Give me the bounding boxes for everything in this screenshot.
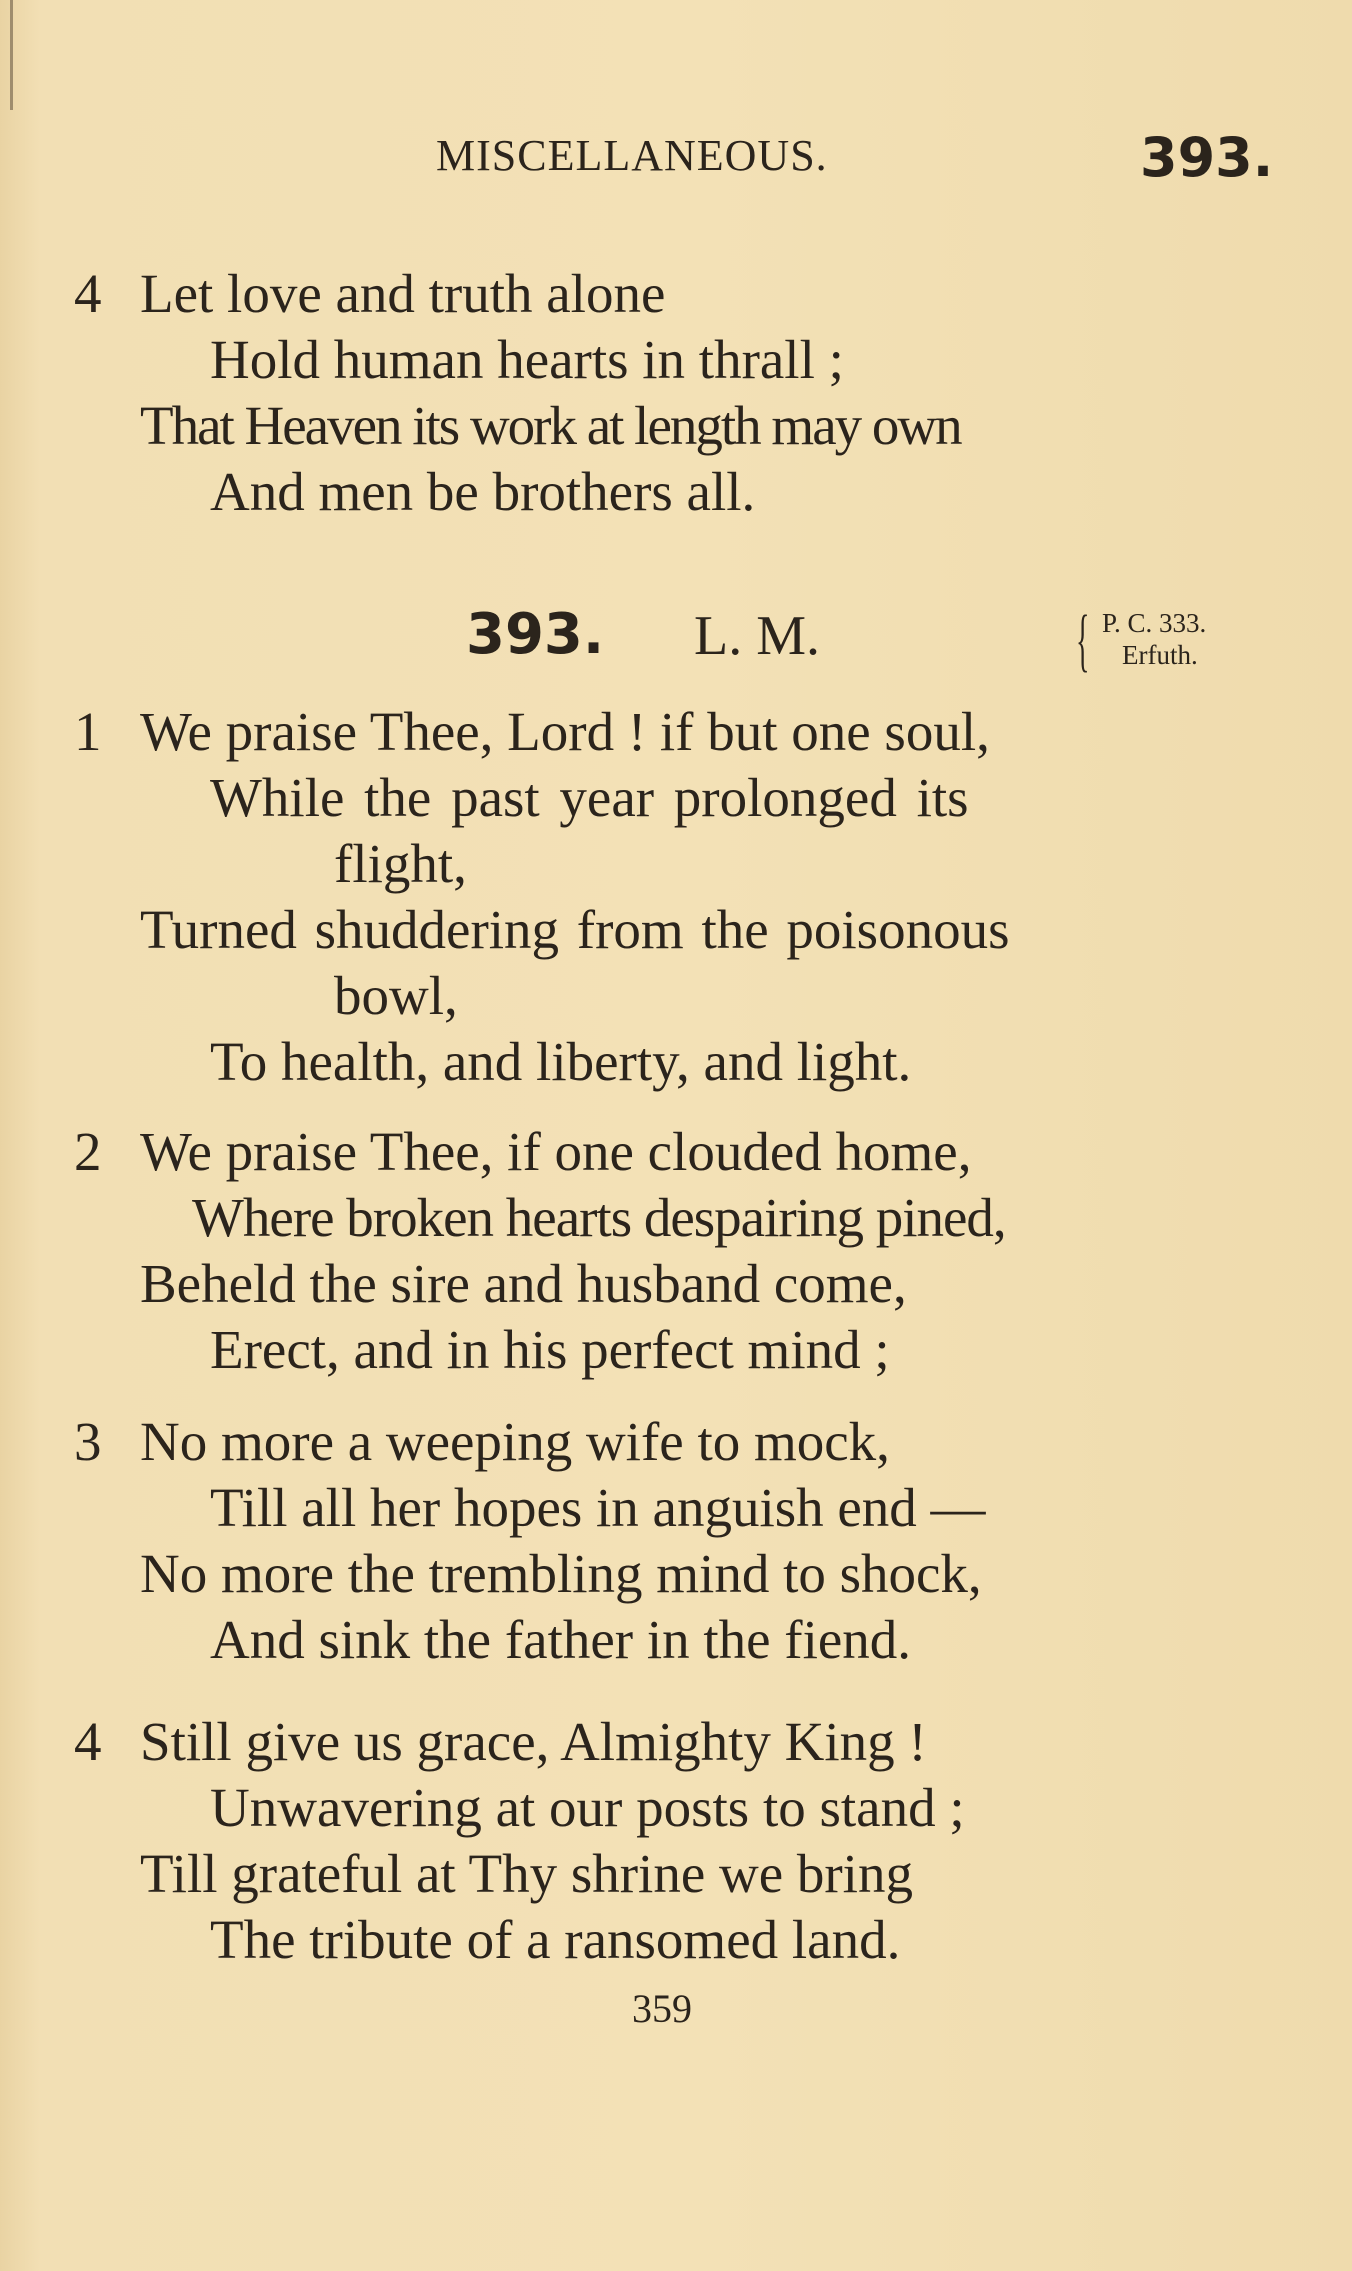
tune-brace: { — [1076, 602, 1090, 679]
verse-line: Let love and truth alone — [140, 263, 666, 324]
hymn-meter: L. M. — [694, 605, 820, 667]
verse-line: Turned shuddering from the poisonous — [140, 899, 1010, 960]
verse-line: Hold human hearts in thrall ; — [210, 329, 844, 390]
verse-line: No more a weeping wife to mock, — [140, 1411, 890, 1472]
stanza-number: 2 — [74, 1121, 102, 1182]
verse-line: And sink the father in the fiend. — [210, 1609, 912, 1670]
verse-line: We praise Thee, if one clouded home, — [140, 1121, 972, 1182]
verse-line: Till all her hopes in anguish end — — [210, 1477, 986, 1538]
page-edge-line — [10, 0, 13, 110]
running-header-page: 393. — [1140, 126, 1274, 189]
verse-line: We praise Thee, Lord ! if but one soul, — [140, 701, 990, 762]
tune-reference: P. C. 333. — [1102, 608, 1207, 638]
prev-stanza-number: 4 — [74, 263, 102, 324]
stanza-number: 1 — [74, 701, 102, 762]
stanza-number: 4 — [74, 1711, 102, 1772]
verse-line: No more the trembling mind to shock, — [140, 1543, 982, 1604]
verse-line: And men be brothers all. — [210, 461, 756, 522]
verse-line: Still give us grace, Almighty King ! — [140, 1711, 927, 1772]
verse-line: The tribute of a ransomed land. — [210, 1909, 901, 1970]
verse-line: To health, and liberty, and light. — [210, 1031, 912, 1092]
verse-line: Unwavering at our posts to stand ; — [210, 1777, 965, 1838]
stanza-number: 3 — [74, 1411, 102, 1472]
verse-line: Till grateful at Thy shrine we bring — [140, 1843, 913, 1904]
tune-name: Erfuth. — [1122, 640, 1198, 670]
verse-line: flight, — [334, 833, 467, 894]
verse-line: Where broken hearts despairing pined, — [192, 1187, 1006, 1248]
running-header-title: MISCELLANEOUS. — [436, 131, 828, 180]
hymn-number: 393. — [466, 602, 605, 667]
verse-line: bowl, — [334, 965, 458, 1026]
footer-page-number: 359 — [632, 1986, 692, 2031]
verse-line: Erect, and in his perfect mind ; — [210, 1319, 890, 1380]
verse-line: While the past year prolonged its — [210, 767, 969, 828]
verse-line: Beheld the sire and husband come, — [140, 1253, 907, 1314]
verse-line: That Heaven its work at length may own — [140, 395, 961, 456]
